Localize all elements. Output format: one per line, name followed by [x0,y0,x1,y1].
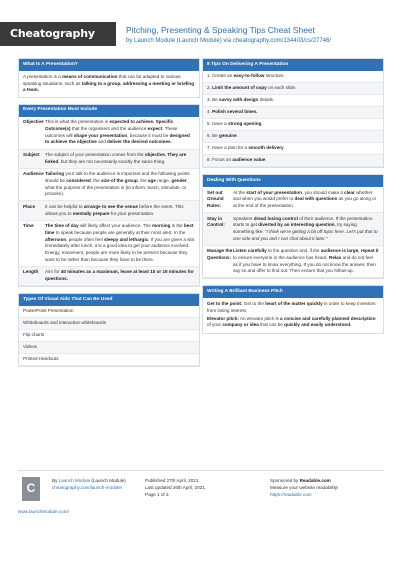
row-value [45,204,199,217]
text: By [52,478,59,483]
list-item [203,131,383,143]
text-bold: deal with questions [294,196,338,202]
list-item [203,107,383,119]
sponsor-name: Readable.com [299,478,331,483]
row-value [45,269,199,282]
row-value [233,190,383,210]
footer-sponsor [270,477,384,498]
list-item: Videos [19,342,199,354]
text: to ensure everyone in the audience has heard. [233,254,330,260]
table-row [19,117,199,150]
section-heading: What Is A Presentation? [19,59,199,71]
text-bold: size of the group [100,177,138,183]
by-label: by [126,38,133,44]
text-bold: Get to the point: [207,301,243,307]
text-bold: Limit the amount of copy [212,85,267,91]
author-profile-link[interactable]: cheatography.com/launch-module/ [52,485,123,491]
list-item: Printed Handouts [19,354,199,366]
text: A presentation is a [23,73,63,79]
text: on each slide. [266,85,297,91]
text: 8. Focus on [207,157,233,163]
text: and do not feel as if you have to know everything. If you do not know the answer, then say so and offer to find out. Then ensure that you follow-up. [233,254,376,274]
text-bold: talking to a group, addressing a meeting or briefing a team. [23,80,195,93]
list-item: Whiteboards and interactive whiteboards [19,318,199,330]
row-value [233,248,383,275]
footer-dates [145,477,255,498]
text: 5. Have a [207,121,228,127]
text: (Launch Module) [90,478,126,483]
text-bold: easy-to-follow [233,73,265,79]
list-item [203,95,383,107]
list-item [203,119,383,131]
text-bold: The time of day [45,223,79,229]
row-value [45,171,199,198]
text: that the organisers and the audience [70,126,148,132]
row-key: Manage the Questions: [207,248,233,260]
text: to speak because people are generally at their most alert. In the [54,229,186,235]
text-bold: objective. They are linked [45,152,187,164]
text: . [170,139,172,145]
text-bold: expect [147,126,163,132]
table-row [203,213,383,246]
text: that can be [258,322,285,328]
sponsor-tagline: Measure your website readability! [270,485,339,491]
include-table [19,117,199,286]
text: of your [207,322,223,328]
text: for your presentation. [109,210,155,216]
text-bold: 40 minutes as a maximum, leave at least 10 or 15 minutes for questions. [45,269,194,281]
text: to the question and, if the [266,248,321,254]
website-link[interactable]: www.launchmodule.com/ [18,509,69,514]
section-heading: Types Of Visual Aids That Can Be Used [19,294,199,306]
row-value [45,119,199,146]
text: . [265,157,267,163]
text: It can be helpful to [45,203,84,209]
text: 1. Create an [207,73,234,79]
table-row [203,187,383,213]
sponsor-link[interactable]: https://readable.com [270,492,312,498]
row-key: Stay in Control: [207,215,225,228]
page-header [0,0,400,56]
text: . [283,145,285,151]
tips-list [203,71,383,167]
text-bold: start of your presentation [246,189,302,195]
text: Sponsored by [270,478,300,483]
text: . These outcomes will [45,126,178,138]
text-bold: designed to achieve the objective [45,132,190,145]
page-number: Page 1 of 2. [145,492,170,498]
text-bold: arrange to see the venue [83,203,138,209]
text-bold: considered [66,177,91,183]
logo-text: Cheatography [10,27,95,41]
table-row [19,267,199,286]
text: . [261,121,263,127]
left-column [18,58,200,373]
text: "I think we're getting a bit off topic here. Let's put that to one side and you and I can chat about it later." [233,228,378,241]
text-bold: Polish several times. [212,109,258,115]
text-bold: clear [344,189,355,195]
text: in order to keep investors from losing interest. [207,301,376,313]
text: and [96,139,108,145]
text: ; the [90,177,101,183]
section-what-is-presentation [18,58,200,98]
right-column [202,58,384,340]
section-every-presentation-must-include [18,104,200,287]
author-link[interactable]: Launch Module (Launch Module) [134,38,222,44]
questions-table [203,187,383,278]
footer-author [52,477,147,491]
table-row [19,169,199,202]
text: is the [170,223,184,229]
text-bold: morning [152,223,171,229]
updated-date: Last updated 26th April, 2021. [145,485,207,491]
text-bold: genuine [219,133,237,139]
text: before the event. This allows you to [45,203,184,216]
text-bold: means of communication [62,73,118,79]
list-item [203,143,383,155]
author-avatar: C [22,477,40,501]
text-bold: quickly and easily understood. [284,322,352,328]
text-bold: mentally prepare [72,210,110,216]
text: 7. Have a plan for a [207,145,249,151]
byline [126,37,331,46]
text: , people often feel [66,236,104,242]
text-bold: afternoon [45,236,67,242]
text-bold: best time [45,223,194,235]
text: your talk to the audience is important and the following points should be [45,171,190,183]
text: . If you are given a slot immediately after lunch, it is a good idea to get your audience involved. Energy, movement, people are more likely to be present because they want to be rather than because they have to be there. [45,236,195,262]
author-link[interactable]: Launch Module [58,478,91,483]
text-bold: Elevator pitch: [207,315,239,321]
text: Get to the [242,301,266,307]
table-row [19,201,199,220]
table-row [19,221,199,267]
text: 6. Be [207,133,220,139]
list-item [203,71,383,83]
text-bold: savvy with design [219,97,259,103]
table-row [19,150,199,169]
section-heading: Every Presentation Must Include [19,105,199,117]
table-row [203,246,383,279]
text: , what the purpose of the presentation is (to inform, teach, stimulate, or provoke). [45,177,189,197]
text: whether and when you would prefer to [233,189,373,202]
text: range, [155,177,172,183]
section-body [19,71,199,97]
section-dealing-with-questions [202,174,384,279]
text: of their audience. If the presentation starts to get [233,215,373,228]
section-visual-aids [18,293,200,367]
page-footer [18,470,384,550]
text: , but they are not necessarily exactly the same thing. [58,158,166,164]
text-bold: diverted by an interesting question [258,222,335,228]
text-bold: company or idea [222,322,259,328]
text: details. [258,97,275,103]
text: , try saying something like: [233,222,357,234]
text-bold: shape your presentation [73,132,128,138]
pitch-paragraph-1 [207,301,379,314]
text: as you go along or at the end of the presentation. [233,196,377,208]
text: . [236,133,238,139]
visual-aids-list [19,306,199,366]
text: , you should make it [301,189,345,195]
via-label: via [223,38,232,44]
page-title: Pitching, Presenting & Speaking Tips Cheat Sheet [126,25,316,35]
row-key: Audience [23,171,44,177]
text-bold: Relax [329,254,342,260]
text: This is what the presentation is [45,119,110,125]
text: 3. Be [207,97,220,103]
text-bold: dread losing control [253,215,298,221]
list-item [203,83,383,95]
list-item [203,155,383,167]
text: , the [137,177,148,183]
text: Speakers [233,215,254,221]
text: 2. [207,85,213,91]
list-item: Flip charts [19,330,199,342]
text: structure. [264,73,285,79]
row-key: Objective [23,119,44,125]
section-body [203,298,383,333]
text-bold: gender [171,177,187,183]
row-key: Subject [23,152,40,157]
text-bold: heart of the matter quickly [265,301,323,307]
section-8-tips [202,58,384,168]
text-bold: smooth delivery [248,145,284,151]
text: , because it must be [127,132,170,138]
text: Aim for [45,269,61,275]
text-bold: audience is large, repeat it [320,248,379,254]
text-bold: sleepy and lethargic [104,236,149,242]
text: An elevator pitch is [238,315,281,321]
section-heading: Dealing With Questions [203,175,383,187]
section-heading: 8 Tips On Delivering A Presentation [203,59,383,71]
cheatography-logo[interactable] [0,22,116,46]
row-value [45,152,199,165]
text-bold: a concise and carefully planned description [280,315,376,321]
row-value [45,223,199,263]
text-bold: age [147,177,156,183]
text: The subject of your presentation comes from the [45,152,145,157]
row-key: Place [23,203,36,209]
row-key: Length [23,269,39,275]
text: 4. [207,109,213,115]
text: that can be adapted to various speaking situations, such as [23,73,181,86]
pitch-paragraph-2 [207,316,379,329]
section-heading: Writing A Brilliant Business Pitch [203,286,383,298]
text: will likely affect your audience. The [78,223,153,229]
row-key: Time [23,223,34,229]
text-bold: strong opening [227,121,262,127]
text: At the [233,189,247,195]
published-date: Published 27th April, 2021. [145,478,200,483]
row-value [233,216,383,243]
text-bold: Tailoring [45,171,65,177]
row-key: Set out Ground Rules: [207,189,224,208]
section-business-pitch [202,285,384,334]
sheet-url-link[interactable]: cheatography.com/134403/cs/27746/ [232,38,332,44]
list-item: PowerPoint Presentation [19,306,199,318]
text-bold: Listen carefully [233,248,267,254]
text-bold: deliver the desired outcomes [107,139,171,145]
text-bold: audience value [232,157,266,163]
text-bold: expected to achieve. Specific Outcome(s) [45,119,174,132]
